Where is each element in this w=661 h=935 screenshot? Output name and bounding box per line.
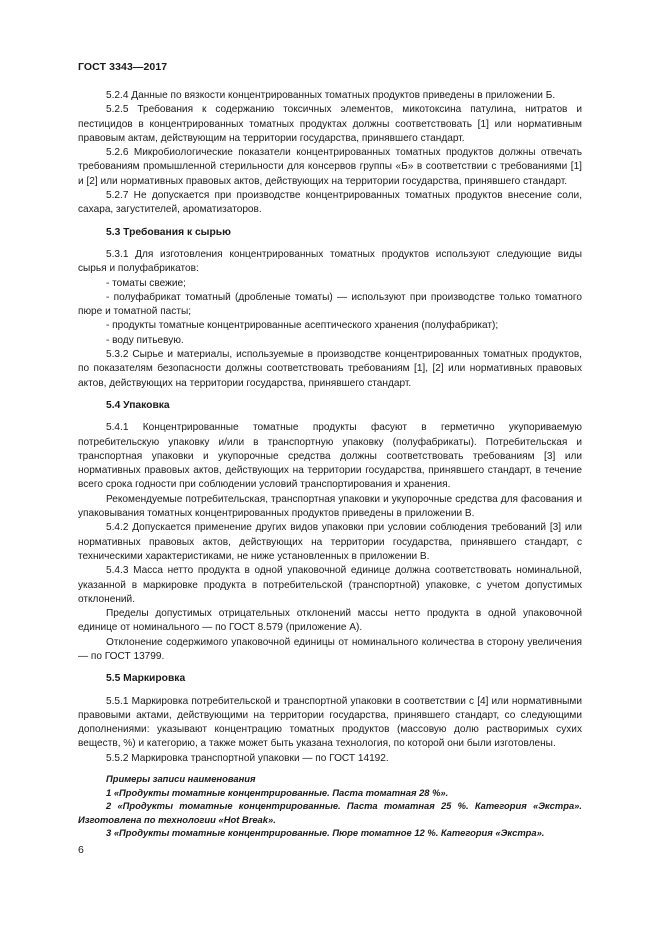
section-heading-5-3: 5.3 Требования к сырью — [106, 226, 231, 238]
example-item: 3 «Продукты томатные концентрированные. Пюре томатное 12 %. Категория «Экстра». — [106, 827, 545, 839]
list-item: - воду питьевую. — [106, 334, 184, 346]
examples-title: Примеры записи наименования — [106, 773, 256, 785]
list-item: - полуфабрикат томатный (дробленые томаты) — используют при производстве только томатного пюре и томатной пасты; — [78, 291, 582, 318]
paragraph-5-4-3: 5.4.3 Масса нетто продукта в одной упаковочной единице должна соответствовать номинальной, указанной в маркировке продукта в потребительской (транспортной) упаковке, с учетом допустимых отклонений. — [78, 565, 582, 605]
standard-header: ГОСТ 3343—2017 — [78, 61, 168, 73]
list-item: - томаты свежие; — [106, 277, 186, 289]
paragraph-recommended-packaging: Рекомендуемые потребительская, транспортная упаковки и укупорочные средства для фасования и упаковывания томатных концентрированных продуктов приведены в приложении В. — [78, 493, 582, 520]
paragraph-negative-deviation: Пределы допустимых отрицательных отклонений массы нетто продукта в одной упаковочной единице от номинального — по ГОСТ 8.579 (приложение А). — [78, 608, 582, 634]
list-item: - продукты томатные концентрированные асептического хранения (полуфабрикат); — [106, 320, 499, 332]
section-heading-5-4: 5.4 Упаковка — [106, 399, 170, 411]
paragraph-5-2-5: 5.2.5 Требования к содержанию токсичных элементов, микотоксина патулина, нитратов и пестицидов в концентрированных томатных продуктах должны соответствовать [1] или нормативным правовым актам, действующим на территории государства, принявшего стандарт. — [78, 104, 582, 144]
paragraph-positive-deviation: Отклонение содержимого упаковочной единицы от номинального количества в сторону увеличения — по ГОСТ 13799. — [78, 636, 582, 662]
document-body — [78, 89, 582, 840]
paragraph-5-4-1: 5.4.1 Концентрированные томатные продукты фасуют в герметично укупориваемую потребительскую упаковку и/или в транспортную упаковку (полуфабрикаты). Потребительская и транспортная упаковки и укупорочные средства должны соответствовать требованиям [3] или нормативных правовых актов, действующих на территории государства, принявшего стандарт, в течение всего срока годности при соблюдении условий транспортирования и хранения. — [78, 422, 582, 491]
paragraph-5-2-6: 5.2.6 Микробиологические показатели концентрированных томатных продуктов должны отвечать требованиям промышленной стерильности для консервов группы «Б» в соответствии с требованиями [1] и [2] или нормативных правовых актов, действующих на территории государства, принявшего стандарт. — [78, 147, 582, 187]
paragraph-5-4-2: 5.4.2 Допускается применение других видов упаковки при условии соблюдения требований [3] или нормативных правовых актов, действующих на территории государства, принявшего стандарт, с техническими характеристиками, не ниже установленных в приложении В. — [78, 522, 582, 562]
paragraph-5-3-2: 5.3.2 Сырье и материалы, используемые в производстве концентрированных томатных продуктов, по показателям безопасности должны соответствовать требованиям [1], [2] или нормативных правовых актов, действующих на территории государства, принявшего стандарт. — [78, 349, 582, 389]
paragraph-5-5-2: 5.5.2 Маркировка транспортной упаковки — по ГОСТ 14192. — [106, 752, 389, 764]
example-item: 2 «Продукты томатные концентрированные. Паста томатная 25 %. Категория «Экстра». Изготовлена по технологии «Hot Break». — [78, 800, 582, 825]
paragraph-5-2-4: 5.2.4 Данные по вязкости концентрированных томатных продуктов приведены в приложении Б. — [106, 90, 556, 101]
example-item: 1 «Продукты томатные концентрированные. Паста томатная 28 %». — [106, 786, 449, 798]
section-heading-5-5: 5.5 Маркировка — [106, 673, 186, 685]
paragraph-5-2-7: 5.2.7 Не допускается при производстве концентрированных томатных продуктов внесение соли, сахара, загустителей, ароматизаторов. — [78, 190, 582, 216]
page-number: 6 — [78, 844, 84, 856]
paragraph-5-5-1: 5.5.1 Маркировка потребительской и транспортной упаковки в соответствии с [4] или нормативными правовыми актами, действующими на территории государства, принявшего стандарт, со следующими дополнениями: указывают концентрацию томатных продуктов (массовую долю растворимых сухих веществ, %) и категорию, а также может быть указана технология, по которой они были изготовлены. — [78, 695, 582, 750]
paragraph-5-3-1: 5.3.1 Для изготовления концентрированных томатных продуктов используют следующие виды сырья и полуфабрикатов: — [78, 248, 582, 275]
